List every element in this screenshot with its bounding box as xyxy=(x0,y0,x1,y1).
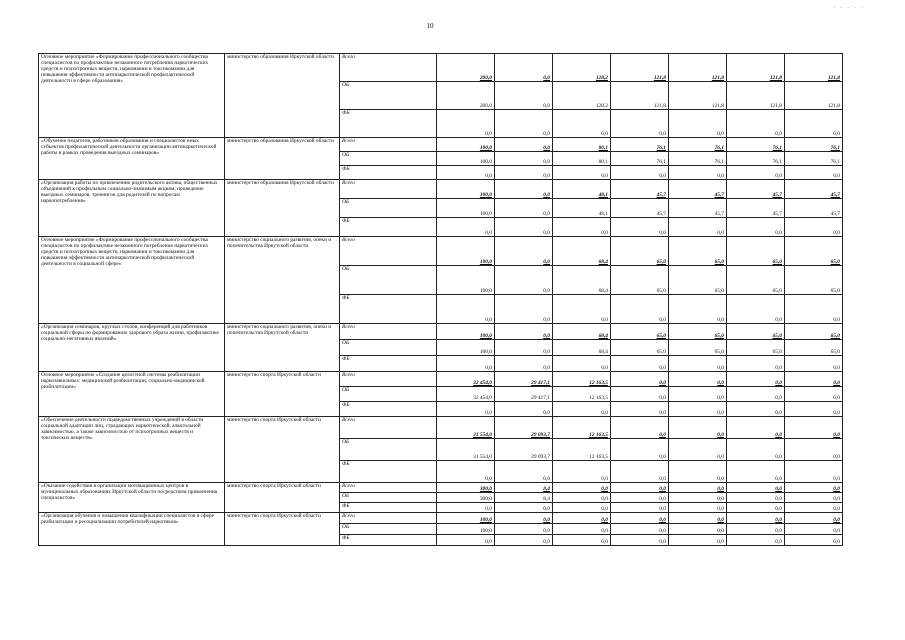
amount-cell: 100,0 xyxy=(437,138,495,152)
amount-cell: 0,0 xyxy=(727,295,785,324)
executor: министерство спорта Иркутской области xyxy=(225,372,340,417)
amount-cell: 65,0 xyxy=(669,324,727,340)
table-row xyxy=(39,138,843,152)
amount-cell: 0,0 xyxy=(553,535,611,546)
amount-cell: 0,0 xyxy=(669,503,727,513)
amount-cell: 0,0 xyxy=(669,110,727,138)
amount-cell: 0,0 xyxy=(495,218,553,237)
funding-source: Всего xyxy=(340,324,437,340)
amount-cell: 0,0 xyxy=(437,166,495,180)
funding-source: ФБ xyxy=(340,218,437,237)
amount-cell: 100,0 xyxy=(437,524,495,535)
amount-cell: 65,0 xyxy=(611,340,669,356)
amount-cell: 12 163,5 xyxy=(553,439,611,461)
activity-description: «Организация работы по привлечению родительского актива, общественных объединений к профильным социально-значимым акциям, проведение выездных семинаров, тренингов для родителей по вопросам наркопотребления» xyxy=(39,180,225,237)
amount-cell: 0,0 xyxy=(611,387,669,402)
amount-cell: 0,0 xyxy=(727,218,785,237)
amount-cell: 0,0 xyxy=(785,110,843,138)
funding-source: ОБ xyxy=(340,82,437,110)
amount-cell: 0,0 xyxy=(727,493,785,503)
amount-cell: 45,7 xyxy=(727,199,785,218)
amount-cell: 65,0 xyxy=(785,324,843,340)
amount-cell: 65,0 xyxy=(669,340,727,356)
funding-source: ФБ xyxy=(340,535,437,546)
executor: министерство образования Иркутской области xyxy=(225,54,340,138)
amount-cell: 76,1 xyxy=(669,138,727,152)
amount-cell: 0,0 xyxy=(437,295,495,324)
amount-cell: 0,0 xyxy=(495,82,553,110)
amount-cell: 65,0 xyxy=(785,266,843,295)
funding-source: ОБ xyxy=(340,266,437,295)
amount-cell: 76,1 xyxy=(669,152,727,166)
amount-cell: 0,0 xyxy=(495,166,553,180)
amount-cell: 65,0 xyxy=(611,237,669,266)
amount-cell: 0,0 xyxy=(669,356,727,372)
amount-cell: 0,0 xyxy=(553,493,611,503)
amount-cell: 0,0 xyxy=(669,166,727,180)
amount-cell: 200,0 xyxy=(437,54,495,82)
amount-cell: 12 163,5 xyxy=(553,417,611,439)
funding-source: ОБ xyxy=(340,439,437,461)
table-row xyxy=(39,54,843,82)
amount-cell: 0,0 xyxy=(727,461,785,483)
amount-cell: 121,8 xyxy=(611,82,669,110)
amount-cell: 121,8 xyxy=(785,54,843,82)
amount-cell: 0,0 xyxy=(437,535,495,546)
amount-cell: 0,0 xyxy=(495,461,553,483)
amount-cell: 0,0 xyxy=(669,524,727,535)
executor: министерство социального развития, опеки и попечительства Иркутской области xyxy=(225,324,340,372)
amount-cell: 0,0 xyxy=(495,356,553,372)
funding-source: ФБ xyxy=(340,356,437,372)
amount-cell: 0,0 xyxy=(611,503,669,513)
funding-source: ФБ xyxy=(340,402,437,417)
amount-cell: 0,0 xyxy=(669,439,727,461)
amount-cell: 0,0 xyxy=(553,402,611,417)
table-row xyxy=(39,513,843,524)
amount-cell: 0,0 xyxy=(669,372,727,387)
amount-cell: 65,0 xyxy=(611,324,669,340)
amount-cell: 0,0 xyxy=(669,483,727,493)
amount-cell: 0,0 xyxy=(611,295,669,324)
amount-cell: 0,0 xyxy=(669,513,727,524)
amount-cell: 100,0 xyxy=(437,237,495,266)
amount-cell: 0,0 xyxy=(495,513,553,524)
funding-source: Всего xyxy=(340,138,437,152)
amount-cell: 0,0 xyxy=(611,402,669,417)
amount-cell: 0,0 xyxy=(611,110,669,138)
funding-source: ОБ xyxy=(340,493,437,503)
amount-cell: 45,7 xyxy=(785,199,843,218)
amount-cell: 76,1 xyxy=(785,152,843,166)
amount-cell: 45,7 xyxy=(785,180,843,199)
amount-cell: 65,0 xyxy=(727,324,785,340)
amount-cell: 0,0 xyxy=(553,356,611,372)
activity-description: Основное мероприятие «Формирование профессионального сообщества специалистов по профилактике незаконного потребления наркотических средств и психотропных веществ, наркомании и токсикомании для повышения эффективности антинаркотической профилактической деятельности в сфере образования» xyxy=(39,54,225,138)
amount-cell: 32 454,0 xyxy=(437,387,495,402)
executor: министерство образования Иркутской области xyxy=(225,138,340,180)
amount-cell: 0,0 xyxy=(553,524,611,535)
amount-cell: 76,1 xyxy=(611,138,669,152)
amount-cell: 0,0 xyxy=(785,417,843,439)
table-row xyxy=(39,180,843,199)
amount-cell: 0,0 xyxy=(495,324,553,340)
amount-cell: 29 093,7 xyxy=(495,417,553,439)
amount-cell: 0,0 xyxy=(553,503,611,513)
amount-cell: 0,0 xyxy=(495,295,553,324)
amount-cell: 0,0 xyxy=(611,218,669,237)
amount-cell: 0,0 xyxy=(553,513,611,524)
amount-cell: 0,0 xyxy=(727,535,785,546)
amount-cell: 100,0 xyxy=(437,180,495,199)
amount-cell: 0,0 xyxy=(495,503,553,513)
activity-description: Основное мероприятие «Создание целостной системы реабилитации наркозависимых: медицинской реабилитации, социально-медицинской реабилитации» xyxy=(39,372,225,417)
amount-cell: 29 417,1 xyxy=(495,387,553,402)
amount-cell: 100,0 xyxy=(437,152,495,166)
amount-cell: 65,0 xyxy=(785,340,843,356)
amount-cell: 0,0 xyxy=(727,387,785,402)
amount-cell: 65,0 xyxy=(727,340,785,356)
amount-cell: 200,0 xyxy=(437,82,495,110)
amount-cell: 0,0 xyxy=(553,483,611,493)
funding-source: ОБ xyxy=(340,387,437,402)
amount-cell: 0,0 xyxy=(611,524,669,535)
amount-cell: 45,7 xyxy=(727,180,785,199)
funding-source: Всего xyxy=(340,237,437,266)
amount-cell: 128,2 xyxy=(553,54,611,82)
amount-cell: 0,0 xyxy=(495,138,553,152)
amount-cell: 0,0 xyxy=(495,237,553,266)
amount-cell: 0,0 xyxy=(495,402,553,417)
funding-source: Всего xyxy=(340,372,437,387)
amount-cell: 100,0 xyxy=(437,513,495,524)
amount-cell: 0,0 xyxy=(727,439,785,461)
amount-cell: 0,0 xyxy=(669,417,727,439)
amount-cell: 0,0 xyxy=(669,535,727,546)
amount-cell: 0,0 xyxy=(727,483,785,493)
amount-cell: 0,0 xyxy=(611,535,669,546)
amount-cell: 0,0 xyxy=(727,166,785,180)
amount-cell: 65,0 xyxy=(727,237,785,266)
amount-cell: 0,0 xyxy=(611,493,669,503)
amount-cell: 31 554,0 xyxy=(437,417,495,439)
executor: министерство спорта Иркутской области xyxy=(225,483,340,513)
funding-source: Всего xyxy=(340,417,437,439)
amount-cell: 65,0 xyxy=(669,237,727,266)
amount-cell: 68,4 xyxy=(553,266,611,295)
amount-cell: 0,0 xyxy=(495,152,553,166)
amount-cell: 0,0 xyxy=(727,417,785,439)
amount-cell: 0,0 xyxy=(785,524,843,535)
amount-cell: 76,1 xyxy=(727,138,785,152)
amount-cell: 0,0 xyxy=(553,166,611,180)
amount-cell: 0,0 xyxy=(785,503,843,513)
activity-description: «Обеспечение деятельности подведомственных учреждений в области социальной адаптации лиц, страдающих наркотической, алкогольной зависимостью, а также зависимостью от психотропных веществ и токсических веществ» xyxy=(39,417,225,483)
funding-source: ФБ xyxy=(340,110,437,138)
amount-cell: 0,0 xyxy=(785,483,843,493)
amount-cell: 0,0 xyxy=(785,439,843,461)
amount-cell: 121,8 xyxy=(727,54,785,82)
funding-source: Всего xyxy=(340,513,437,524)
amount-cell: 45,7 xyxy=(611,199,669,218)
amount-cell: 0,0 xyxy=(611,372,669,387)
amount-cell: 45,7 xyxy=(669,199,727,218)
amount-cell: 12 163,5 xyxy=(553,387,611,402)
amount-cell: 0,0 xyxy=(669,402,727,417)
amount-cell: 0,0 xyxy=(785,295,843,324)
activity-description: «Оказание содействия в организации мотивационных центров в муниципальных образованиях Иркутской области посредством привлечения специалистов» xyxy=(39,483,225,513)
funding-source: ФБ xyxy=(340,166,437,180)
funding-source: Всего xyxy=(340,54,437,82)
amount-cell: 0,0 xyxy=(785,356,843,372)
table-row xyxy=(39,372,843,387)
amount-cell: 12 163,5 xyxy=(553,372,611,387)
amount-cell: 65,0 xyxy=(611,266,669,295)
activity-description: «Организация семинаров, круглых столов, конференций для работников социальной сферы по формированию здорового образа жизни, профилактике социально-негативных явлений» xyxy=(39,324,225,372)
amount-cell: 100,0 xyxy=(437,266,495,295)
amount-cell: 0,0 xyxy=(669,461,727,483)
activity-description: Основное мероприятие «Формирование профессионального сообщества специалистов по профилактике незаконного потребления наркотических средств и психотропных веществ, наркомании и токсикомании для повышения эффективности антинаркотической профилактической деятельности в социальной сфере» xyxy=(39,237,225,324)
amount-cell: 68,4 xyxy=(553,324,611,340)
funding-source: Всего xyxy=(340,180,437,199)
amount-cell: 0,0 xyxy=(785,493,843,503)
amount-cell: 76,1 xyxy=(785,138,843,152)
amount-cell: 0,0 xyxy=(727,356,785,372)
amount-cell: 0,0 xyxy=(611,439,669,461)
amount-cell: 0,0 xyxy=(669,387,727,402)
amount-cell: 68,4 xyxy=(553,237,611,266)
amount-cell: 65,0 xyxy=(785,237,843,266)
funding-source: ОБ xyxy=(340,152,437,166)
amount-cell: 0,0 xyxy=(437,402,495,417)
corner-mark: - - - - - xyxy=(833,6,865,11)
amount-cell: 29 417,1 xyxy=(495,372,553,387)
amount-cell: 0,0 xyxy=(611,166,669,180)
funding-source: ОБ xyxy=(340,340,437,356)
amount-cell: 0,0 xyxy=(553,110,611,138)
amount-cell: 121,8 xyxy=(611,54,669,82)
executor: министерство спорта Иркутской области xyxy=(225,513,340,546)
table-row xyxy=(39,237,843,266)
amount-cell: 300,0 xyxy=(437,483,495,493)
amount-cell: 0,0 xyxy=(495,524,553,535)
amount-cell: 0,0 xyxy=(785,535,843,546)
amount-cell: 45,7 xyxy=(611,180,669,199)
funding-source: ФБ xyxy=(340,461,437,483)
amount-cell: 0,0 xyxy=(785,218,843,237)
amount-cell: 0,0 xyxy=(437,110,495,138)
amount-cell: 100,0 xyxy=(437,324,495,340)
amount-cell: 0,0 xyxy=(437,356,495,372)
amount-cell: 31 554,0 xyxy=(437,439,495,461)
amount-cell: 65,0 xyxy=(669,266,727,295)
amount-cell: 45,7 xyxy=(669,180,727,199)
amount-cell: 121,8 xyxy=(785,82,843,110)
amount-cell: 0,0 xyxy=(495,54,553,82)
executor: министерство спорта Иркутской области xyxy=(225,417,340,483)
amount-cell: 0,0 xyxy=(611,483,669,493)
amount-cell: 0,0 xyxy=(727,372,785,387)
amount-cell: 0,0 xyxy=(495,110,553,138)
amount-cell: 0,0 xyxy=(553,295,611,324)
amount-cell: 100,0 xyxy=(437,199,495,218)
amount-cell: 0,0 xyxy=(437,503,495,513)
amount-cell: 0,0 xyxy=(785,461,843,483)
amount-cell: 0,0 xyxy=(495,180,553,199)
table-row xyxy=(39,324,843,340)
amount-cell: 0,0 xyxy=(495,535,553,546)
amount-cell: 76,1 xyxy=(727,152,785,166)
amount-cell: 0,0 xyxy=(437,461,495,483)
amount-cell: 0,0 xyxy=(727,402,785,417)
amount-cell: 8,4 xyxy=(495,483,553,493)
amount-cell: 0,0 xyxy=(495,340,553,356)
budget-table xyxy=(38,53,843,546)
amount-cell: 300,0 xyxy=(437,493,495,503)
amount-cell: 29 093,7 xyxy=(495,439,553,461)
amount-cell: 0,0 xyxy=(553,461,611,483)
amount-cell: 0,0 xyxy=(727,503,785,513)
amount-cell: 48,1 xyxy=(553,199,611,218)
funding-source: ФБ xyxy=(340,295,437,324)
amount-cell: 0,0 xyxy=(437,218,495,237)
amount-cell: 0,0 xyxy=(611,417,669,439)
amount-cell: 0,0 xyxy=(785,166,843,180)
amount-cell: 0,0 xyxy=(727,513,785,524)
amount-cell: 0,0 xyxy=(669,295,727,324)
amount-cell: 32 454,0 xyxy=(437,372,495,387)
amount-cell: 0,0 xyxy=(669,218,727,237)
amount-cell: 0,0 xyxy=(727,110,785,138)
amount-cell: 128,2 xyxy=(553,82,611,110)
funding-source: ОБ xyxy=(340,199,437,218)
amount-cell: 0,0 xyxy=(495,199,553,218)
amount-cell: 121,8 xyxy=(669,82,727,110)
amount-cell: 0,0 xyxy=(785,513,843,524)
amount-cell: 121,8 xyxy=(727,82,785,110)
funding-source: Всего xyxy=(340,483,437,493)
amount-cell: 0,0 xyxy=(669,493,727,503)
funding-source: ОБ xyxy=(340,524,437,535)
activity-description: «Организация обучения и повышения квалификации специалистов в сфере реабилитации и ресоциализации потребителей наркотиков» xyxy=(39,513,225,546)
amount-cell: 0,0 xyxy=(727,524,785,535)
amount-cell: 0,0 xyxy=(553,218,611,237)
amount-cell: 0,0 xyxy=(611,461,669,483)
amount-cell: 0,0 xyxy=(785,402,843,417)
amount-cell: 0,0 xyxy=(785,372,843,387)
executor: министерство социального развития, опеки и попечительства Иркутской области xyxy=(225,237,340,324)
activity-description: «Обучение педагогов, работников образования и специалистов иных субъектов профилактической деятельности организации антинаркотической работы в рамках проведения выездных семинаров» xyxy=(39,138,225,180)
amount-cell: 80,1 xyxy=(553,138,611,152)
amount-cell: 48,1 xyxy=(553,180,611,199)
amount-cell: 121,8 xyxy=(669,54,727,82)
funding-source: ФБ xyxy=(340,503,437,513)
table-row xyxy=(39,417,843,439)
table-row xyxy=(39,483,843,493)
amount-cell: 65,0 xyxy=(727,266,785,295)
executor: министерство образования Иркутской области xyxy=(225,180,340,237)
page-number: 10 xyxy=(426,22,434,30)
amount-cell: 76,1 xyxy=(611,152,669,166)
amount-cell: 0,0 xyxy=(611,513,669,524)
amount-cell: 8,4 xyxy=(495,493,553,503)
amount-cell: 80,1 xyxy=(553,152,611,166)
amount-cell: 0,0 xyxy=(785,387,843,402)
amount-cell: 68,4 xyxy=(553,340,611,356)
amount-cell: 0,0 xyxy=(495,266,553,295)
amount-cell: 0,0 xyxy=(611,356,669,372)
budget-table-body xyxy=(39,54,843,546)
amount-cell: 100,0 xyxy=(437,340,495,356)
